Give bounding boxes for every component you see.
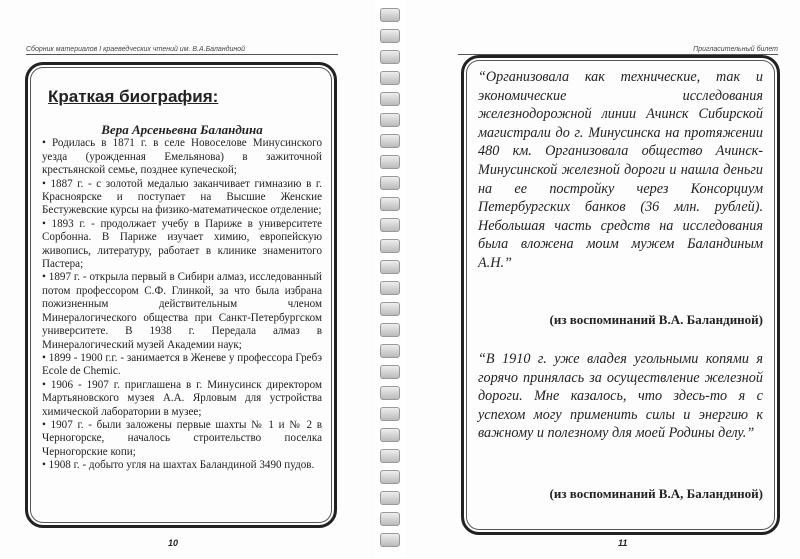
spiral-ring <box>380 113 400 127</box>
spiral-ring <box>380 449 400 463</box>
spiral-ring <box>380 260 400 274</box>
spiral-ring <box>380 302 400 316</box>
spiral-ring <box>380 71 400 85</box>
spiral-ring <box>380 218 400 232</box>
bio-item: • 1897 г. - открыла первый в Сибири алмаз, исследованный потом профессором С.Ф. Глинкой, за что была избрана пожизненным действительным членом Минералогического общества при Санкт-Петербургском университете. В 1938 г. Передала алмаз в Минералогический музей Академии наук; <box>42 271 322 351</box>
spiral-ring <box>380 92 400 106</box>
spiral-ring <box>380 323 400 337</box>
spiral-ring <box>380 470 400 484</box>
spiral-ring <box>380 428 400 442</box>
quote-coal-mines: “В 1910 г. уже владея угольными копями я горячо принялась за осуществление железной дороги. Мне казалось, что здесь-то я с успехом могу применить силы и энергию к важному и полезному для моей Родины делу.” <box>478 351 763 442</box>
quotes-frame <box>461 55 780 535</box>
spiral-ring <box>380 50 400 64</box>
biography-text <box>42 123 322 473</box>
spiral-ring <box>380 491 400 505</box>
bio-item: • 1907 г. - были заложены первые шахты № 1 и № 2 в Черногорске, началось строительство поселка Черногорские копи; <box>42 418 322 458</box>
biography-frame <box>25 62 337 528</box>
page-number: 11 <box>618 538 628 548</box>
spiral-binding <box>375 0 405 559</box>
spiral-ring <box>380 176 400 190</box>
bio-item: • 1887 г. - с золотой медалью заканчивает гимназию в г. Красноярске и поступает на Высшие Женские Бестужевские курсы на физико-математическое отделение; <box>42 177 322 217</box>
biography-heading: Краткая биография: <box>48 87 219 106</box>
spiral-ring <box>380 29 400 43</box>
running-header: Сборник материалов I краеведческих чтений им. В.А.Баландиной <box>26 46 338 55</box>
spiral-ring <box>380 512 400 526</box>
spiral-ring <box>380 155 400 169</box>
page-number: 10 <box>168 538 179 548</box>
spiral-ring <box>380 281 400 295</box>
spiral-ring <box>380 197 400 211</box>
left-page <box>0 0 375 559</box>
bio-item: • 1906 - 1907 г. приглашена в г. Минусинск директором Мартьяновского музея А.А. Ярловым для устройства химической лаборатории в музее; <box>42 378 322 418</box>
spiral-ring <box>380 386 400 400</box>
spiral-ring <box>380 134 400 148</box>
running-header: Пригласительный билет <box>458 46 778 55</box>
right-page <box>405 0 800 559</box>
spiral-ring <box>380 239 400 253</box>
person-name: Вера Арсеньевна Баландина <box>101 122 263 137</box>
spiral-ring <box>380 344 400 358</box>
bio-item: • Родилась в 1871 г. в селе Новоселове Минусинского уезда (урожденная Емельянова) в зажиточной крестьянской семье, позднее купеческой; <box>42 137 322 177</box>
bio-item: • 1908 г. - добыто угля на шахтах Баландиной 3490 пудов. <box>42 459 315 472</box>
quote-source: (из воспоминаний В.А. Баландиной) <box>549 312 763 327</box>
quote-source: (из воспоминаний В.А, Баландиной) <box>549 486 763 501</box>
quote-railway: “Организовала как технические, так и экономические исследования железнодорожной линии Ачинск Сибирской магистрали до г. Минусинска на протяжении 480 км. Организовала общество Ачинск-Минусинской железной дороги и нашла деньги на ее постройку через Консорциум Петербургских банков (36 млн. рублей). Небольшая часть средств на исследования была вложена моим мужем Баландиным А.Н.” <box>478 69 763 271</box>
spiral-ring <box>380 365 400 379</box>
spiral-ring <box>380 8 400 22</box>
bio-item: • 1893 г. - продолжает учебу в Париже в университете Сорбонна. В Париже изучает химию, европейскую живопись, литературу, работает в клинике знаменитого Пастера; <box>42 217 322 271</box>
bio-item: • 1899 - 1900 г.г. - занимается в Женеве у профессора Гребэ Ecole de Chemic. <box>42 351 322 378</box>
spiral-ring <box>380 533 400 547</box>
spiral-ring <box>380 407 400 421</box>
